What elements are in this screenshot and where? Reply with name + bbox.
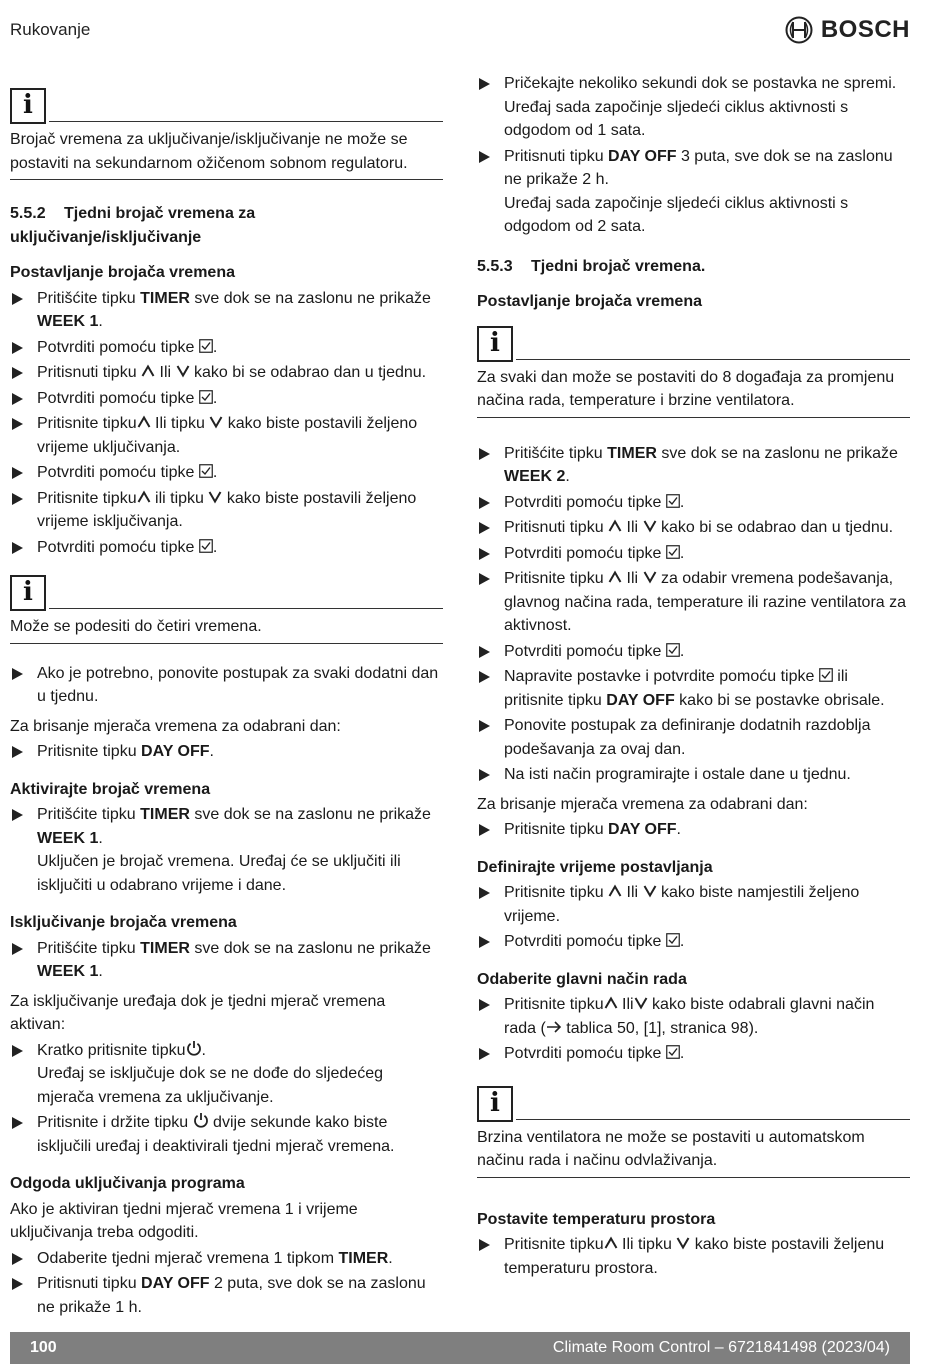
subheading: Odgoda uključivanja programa [10, 1175, 245, 1192]
list-item: Pritisnite i držite tipku dvije sekunde kako biste isključili uređaj i deaktivirali tjedni mjerač vremena. [10, 1111, 443, 1158]
step-list [477, 818, 910, 842]
page-number: 100 [30, 1339, 57, 1356]
list-item: Potvrditi pomoću tipke . [10, 387, 443, 411]
list-item: Pritisnuti tipku DAY OFF 3 puta, sve dok se na zaslonu ne prikaže 2 h. Uređaj sada započinje sljedeći ciklus aktivnosti s odgodom od 2 sata. [477, 145, 910, 239]
paragraph: Za isključivanje uređaja dok je tjedni mjerač vremena aktivan: [10, 992, 386, 1033]
step-list [10, 662, 443, 709]
step-list [477, 72, 910, 239]
brand-logo [785, 16, 910, 44]
list-item: Pritišćite tipku TIMER sve dok se na zaslonu ne prikaže WEEK 1. [10, 287, 443, 334]
list-item: Kratko pritisnite tipku . Uređaj se isključuje dok se ne dođe do sljedećeg mjerača vremena za uključivanje. [10, 1039, 443, 1110]
paragraph: Za brisanje mjerača vremena za odabrani dan: [477, 795, 808, 813]
step-list [10, 803, 443, 897]
note-text: Brojač vremena za uključivanje/isključivanje ne može se postaviti na sekundarnom ožičenom sobnom regulatoru. [10, 124, 443, 180]
list-item: Potvrditi pomoću tipke . [10, 536, 443, 560]
checkbox-check-icon [199, 464, 213, 478]
section-title: Tjedni brojač vremena za uključivanje/isključivanje [10, 205, 256, 246]
list-item: Ako je potrebno, ponovite postupak za svaki dodatni dan u tjednu. [10, 662, 443, 709]
step-list [10, 740, 443, 764]
list-item: Pritisnite tipku DAY OFF. [477, 818, 910, 842]
chevron-up-icon [608, 570, 622, 584]
document-reference: Climate Room Control – 6721841498 (2023/04) [552, 1339, 890, 1356]
chevron-down-icon [643, 884, 657, 898]
subheading: Postavljanje brojača vremena [10, 264, 235, 281]
subheading: Postavite temperaturu prostora [477, 1210, 716, 1228]
left-column [10, 72, 443, 1321]
chevron-down-icon [643, 570, 657, 584]
power-icon [186, 1040, 202, 1056]
info-icon: i [477, 326, 513, 362]
checkbox-check-icon [819, 668, 833, 682]
step-list [10, 287, 443, 560]
step-list [477, 881, 910, 954]
list-item: Pritisnite tipku ili tipku kako biste postavili željeno vrijeme isključivanja. [10, 487, 443, 534]
step-list [10, 937, 443, 984]
paragraph: Ako je aktiviran tjedni mjerač vremena 1 i vrijeme uključivanja treba odgoditi. [10, 1200, 358, 1241]
list-item: Pritišćite tipku TIMER sve dok se na zaslonu ne prikaže WEEK 2. [477, 442, 910, 489]
list-item: Pritišćite tipku TIMER sve dok se na zaslonu ne prikaže WEEK 1. Uključen je brojač vremena. Uređaj će se uključiti ili isključiti u odabrano vrijeme i dane. [10, 803, 443, 897]
checkbox-check-icon [666, 643, 680, 657]
checkbox-check-icon [199, 339, 213, 353]
info-note [477, 1082, 910, 1178]
subheading: Definirajte vrijeme postavljanja [477, 858, 713, 876]
chevron-down-icon [634, 996, 648, 1010]
subheading: Postavljanje brojača vremena [477, 293, 702, 310]
section-heading [477, 255, 910, 279]
list-item: Pritisnuti tipku Ili kako bi se odabrao dan u tjednu. [10, 361, 443, 385]
section-number: 5.5.2 [10, 205, 46, 222]
info-icon: i [477, 1086, 513, 1122]
bosch-armature-icon [785, 16, 813, 44]
list-item: Potvrditi pomoću tipke . [477, 491, 910, 515]
section-header-title: Rukovanje [10, 20, 91, 39]
checkbox-check-icon [666, 545, 680, 559]
checkbox-check-icon [199, 390, 213, 404]
note-text: Brzina ventilatora ne može se postaviti u automatskom načinu rada i načinu odvlaživanja. [477, 1122, 910, 1178]
checkbox-check-icon [666, 933, 680, 947]
checkbox-check-icon [199, 539, 213, 553]
list-item: Potvrditi pomoću tipke . [477, 542, 910, 566]
chevron-down-icon [676, 1236, 690, 1250]
chevron-down-icon [176, 364, 190, 378]
info-note [477, 322, 910, 418]
arrow-right-icon [546, 1020, 562, 1034]
list-item: Pritisnite tipku DAY OFF. [10, 740, 443, 764]
chevron-up-icon [608, 884, 622, 898]
subheading: Aktivirajte brojač vremena [10, 780, 211, 798]
page-footer [10, 1332, 910, 1364]
list-item: Pričekajte nekoliko sekundi dok se postavka ne spremi. Uređaj sada započinje sljedeći ciklus aktivnosti s odgodom od 1 sata. [477, 72, 910, 143]
list-item: Ponovite postupak za definiranje dodatnih razdoblja podešavanja za ovaj dan. [477, 714, 910, 761]
chevron-down-icon [208, 490, 222, 504]
brand-name: BOSCH [820, 16, 910, 43]
section-heading [10, 202, 443, 249]
power-icon [193, 1112, 209, 1128]
note-text: Za svaki dan može se postaviti do 8 događaja za promjenu načina rada, temperature i brzine ventilatora. [477, 362, 910, 418]
chevron-up-icon [137, 415, 151, 429]
list-item: Potvrditi pomoću tipke . [477, 640, 910, 664]
step-list [477, 442, 910, 787]
step-list [10, 1247, 443, 1320]
section-number: 5.5.3 [477, 257, 513, 275]
list-item: Odaberite tjedni mjerač vremena 1 tipkom TIMER. [10, 1247, 443, 1271]
section-title: Tjedni brojač vremena. [531, 257, 706, 275]
chevron-up-icon [137, 490, 151, 504]
info-note [10, 571, 443, 644]
chevron-up-icon [608, 519, 622, 533]
info-note [10, 84, 443, 180]
step-list [10, 1039, 443, 1159]
note-text: Može se podesiti do četiri vremena. [10, 611, 443, 644]
checkbox-check-icon [666, 1045, 680, 1059]
list-item: Pritišćite tipku TIMER sve dok se na zaslonu ne prikaže WEEK 1. [10, 937, 443, 984]
list-item: Potvrditi pomoću tipke . [10, 336, 443, 360]
list-item: Potvrditi pomoću tipke . [10, 461, 443, 485]
list-item: Potvrditi pomoću tipke . [477, 930, 910, 954]
list-item: Potvrditi pomoću tipke . [477, 1042, 910, 1066]
checkbox-check-icon [666, 494, 680, 508]
list-item: Pritisnite tipku Ili tipku kako biste postavili željenu temperaturu prostora. [477, 1233, 910, 1280]
list-item: Napravite postavke i potvrdite pomoću tipke ili pritisnite tipku DAY OFF kako bi se postavke obrisale. [477, 665, 910, 712]
paragraph: Za brisanje mjerača vremena za odabrani dan: [10, 717, 341, 735]
right-column [477, 72, 910, 1282]
info-icon: i [10, 575, 46, 611]
list-item: Pritisnite tipku Ili za odabir vremena podešavanja, glavnog načina rada, temperature ili razine ventilatora za aktivnost. [477, 567, 910, 638]
subheading: Odaberite glavni način rada [477, 970, 687, 988]
chevron-down-icon [643, 519, 657, 533]
list-item: Pritisnite tipku Ili kako biste namjestili željeno vrijeme. [477, 881, 910, 928]
list-item: Na isti način programirajte i ostale dane u tjednu. [477, 763, 910, 787]
subheading: Isključivanje brojača vremena [10, 914, 237, 931]
list-item: Pritisnite tipku Ili tipku kako biste postavili željeno vrijeme uključivanja. [10, 412, 443, 459]
list-item: Pritisnuti tipku Ili kako bi se odabrao dan u tjednu. [477, 516, 910, 540]
chevron-up-icon [604, 996, 618, 1010]
list-item: Pritisnite tipku Ili kako biste odabrali glavni način rada ( tablica 50, [1], stranica 98). [477, 993, 910, 1040]
chevron-up-icon [604, 1236, 618, 1250]
step-list [477, 993, 910, 1066]
info-icon: i [10, 88, 46, 124]
chevron-up-icon [141, 364, 155, 378]
chevron-down-icon [209, 415, 223, 429]
list-item: Pritisnuti tipku DAY OFF 2 puta, sve dok se na zaslonu ne prikaže 1 h. [10, 1272, 443, 1319]
step-list [477, 1233, 910, 1280]
